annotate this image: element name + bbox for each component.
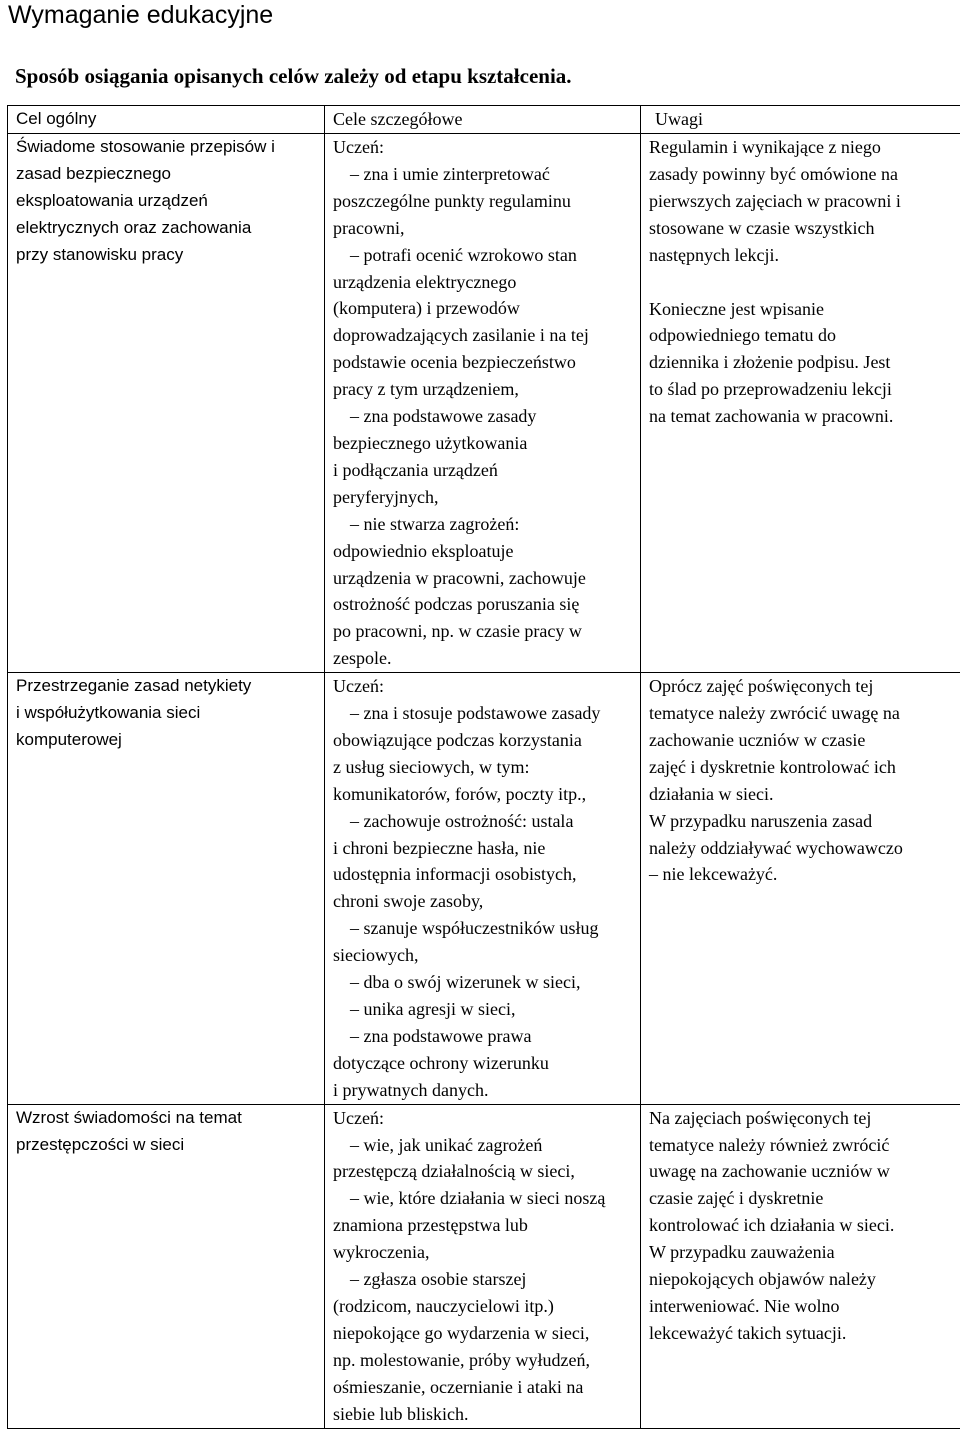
detail-line: zespole. <box>333 645 634 672</box>
detail-line: (komputera) i przewodów <box>333 295 634 322</box>
detail-line: wykroczenia, <box>333 1239 634 1266</box>
detail-line: znamiona przestępstwa lub <box>333 1212 634 1239</box>
note-line: kontrolować ich działania w sieci. <box>649 1212 956 1239</box>
note-line: czasie zajęć i dyskretnie <box>649 1185 956 1212</box>
detail-line: (rodzicom, nauczycielowi itp.) <box>333 1293 634 1320</box>
note-line <box>649 269 956 296</box>
table-row <box>8 673 960 1105</box>
goal-line: eksploatowania urządzeń <box>16 188 318 215</box>
detail-line: – wie, jak unikać zagrożeń <box>333 1132 634 1159</box>
details-cell <box>325 134 641 673</box>
detail-line: podstawie ocenia bezpieczeństwo <box>333 349 634 376</box>
detail-line: z usług sieciowych, w tym: <box>333 754 634 781</box>
notes-cell <box>641 134 960 673</box>
detail-line: Uczeń: <box>333 134 634 161</box>
detail-line: komunikatorów, forów, poczty itp., <box>333 781 634 808</box>
note-line: tematyce należy również zwrócić <box>649 1132 956 1159</box>
goal-line: przestępczości w sieci <box>16 1132 318 1159</box>
detail-line: niepokojące go wydarzenia w sieci, <box>333 1320 634 1347</box>
detail-line: – unika agresji w sieci, <box>333 996 634 1023</box>
details-cell <box>325 673 641 1105</box>
details-cell <box>325 1104 641 1428</box>
requirements-table <box>7 105 960 1429</box>
detail-line: – zna podstawowe zasady <box>333 403 634 430</box>
note-line: niepokojących objawów należy <box>649 1266 956 1293</box>
note-line: należy oddziaływać wychowawczo <box>649 835 956 862</box>
note-line: lekceważyć takich sytuacji. <box>649 1320 956 1347</box>
note-line: Regulamin i wynikające z niego <box>649 134 956 161</box>
note-line: odpowiedniego tematu do <box>649 322 956 349</box>
goal-cell <box>8 134 325 673</box>
detail-line: i podłączania urządzeń <box>333 457 634 484</box>
detail-line: pracy z tym urządzeniem, <box>333 376 634 403</box>
note-line: uwagę na zachowanie uczniów w <box>649 1158 956 1185</box>
detail-line: Uczeń: <box>333 673 634 700</box>
detail-line: pracowni, <box>333 215 634 242</box>
goal-line: przy stanowisku pracy <box>16 242 318 269</box>
detail-line: i chroni bezpieczne hasła, nie <box>333 835 634 862</box>
detail-line: – szanuje współuczestników usług <box>333 915 634 942</box>
detail-line: i prywatnych danych. <box>333 1077 634 1104</box>
header-details: Cele szczegółowe <box>325 106 641 134</box>
detail-line: bezpiecznego użytkowania <box>333 430 634 457</box>
detail-line: ośmieszanie, oczernianie i ataki na <box>333 1374 634 1401</box>
detail-line: – dba o swój wizerunek w sieci, <box>333 969 634 996</box>
goal-line: komputerowej <box>16 727 318 754</box>
detail-line: – zna i umie zinterpretować <box>333 161 634 188</box>
detail-line: – wie, które działania w sieci noszą <box>333 1185 634 1212</box>
detail-line: siebie lub bliskich. <box>333 1401 634 1428</box>
detail-line: urządzenia elektrycznego <box>333 269 634 296</box>
detail-line: urządzenia w pracowni, zachowuje <box>333 565 634 592</box>
note-line: zachowanie uczniów w czasie <box>649 727 956 754</box>
note-line: Na zajęciach poświęconych tej <box>649 1105 956 1132</box>
note-line: pierwszych zajęciach w pracowni i <box>649 188 956 215</box>
note-line: – nie lekceważyć. <box>649 861 956 888</box>
goal-line: i współużytkowania sieci <box>16 700 318 727</box>
detail-line: udostępnia informacji osobistych, <box>333 861 634 888</box>
goal-line: Przestrzeganie zasad netykiety <box>16 673 318 700</box>
detail-line: obowiązujące podczas korzystania <box>333 727 634 754</box>
goal-cell <box>8 1104 325 1428</box>
table-row <box>8 1104 960 1428</box>
notes-cell <box>641 1104 960 1428</box>
goal-line: Świadome stosowanie przepisów i <box>16 134 318 161</box>
note-line: na temat zachowania w pracowni. <box>649 403 956 430</box>
header-goal: Cel ogólny <box>8 106 325 134</box>
goal-line: elektrycznych oraz zachowania <box>16 215 318 242</box>
detail-line: – zna podstawowe prawa <box>333 1023 634 1050</box>
detail-line: sieciowych, <box>333 942 634 969</box>
note-line: Oprócz zajęć poświęconych tej <box>649 673 956 700</box>
header-notes: Uwagi <box>641 106 960 134</box>
note-line: W przypadku zauważenia <box>649 1239 956 1266</box>
detail-line: dotyczące ochrony wizerunku <box>333 1050 634 1077</box>
table-row <box>8 134 960 673</box>
note-line: to ślad po przeprowadzeniu lekcji <box>649 376 956 403</box>
goal-line: Wzrost świadomości na temat <box>16 1105 318 1132</box>
note-line: interweniować. Nie wolno <box>649 1293 956 1320</box>
goal-line: zasad bezpiecznego <box>16 161 318 188</box>
note-line: następnych lekcji. <box>649 242 956 269</box>
table-header-row <box>8 106 960 134</box>
note-line: działania w sieci. <box>649 781 956 808</box>
detail-line: – zgłasza osobie starszej <box>333 1266 634 1293</box>
note-line: zajęć i dyskretnie kontrolować ich <box>649 754 956 781</box>
notes-cell <box>641 673 960 1105</box>
detail-line: – potrafi ocenić wzrokowo stan <box>333 242 634 269</box>
detail-line: – zna i stosuje podstawowe zasady <box>333 700 634 727</box>
page-subtitle: Sposób osiągania opisanych celów zależy od etapu kształcenia. <box>15 63 572 89</box>
page-title: Wymaganie edukacyjne <box>8 0 273 30</box>
detail-line: przestępczą działalnością w sieci, <box>333 1158 634 1185</box>
note-line: W przypadku naruszenia zasad <box>649 808 956 835</box>
detail-line: poszczególne punkty regulaminu <box>333 188 634 215</box>
detail-line: doprowadzających zasilanie i na tej <box>333 322 634 349</box>
note-line: Konieczne jest wpisanie <box>649 296 956 323</box>
detail-line: ostrożność podczas poruszania się <box>333 591 634 618</box>
goal-cell <box>8 673 325 1105</box>
detail-line: np. molestowanie, próby wyłudzeń, <box>333 1347 634 1374</box>
detail-line: – nie stwarza zagrożeń: <box>333 511 634 538</box>
note-line: stosowane w czasie wszystkich <box>649 215 956 242</box>
detail-line: po pracowni, np. w czasie pracy w <box>333 618 634 645</box>
detail-line: peryferyjnych, <box>333 484 634 511</box>
note-line: zasady powinny być omówione na <box>649 161 956 188</box>
detail-line: odpowiednio eksploatuje <box>333 538 634 565</box>
note-line: tematyce należy zwrócić uwagę na <box>649 700 956 727</box>
detail-line: chroni swoje zasoby, <box>333 888 634 915</box>
note-line: dziennika i złożenie podpisu. Jest <box>649 349 956 376</box>
detail-line: Uczeń: <box>333 1105 634 1132</box>
detail-line: – zachowuje ostrożność: ustala <box>333 808 634 835</box>
